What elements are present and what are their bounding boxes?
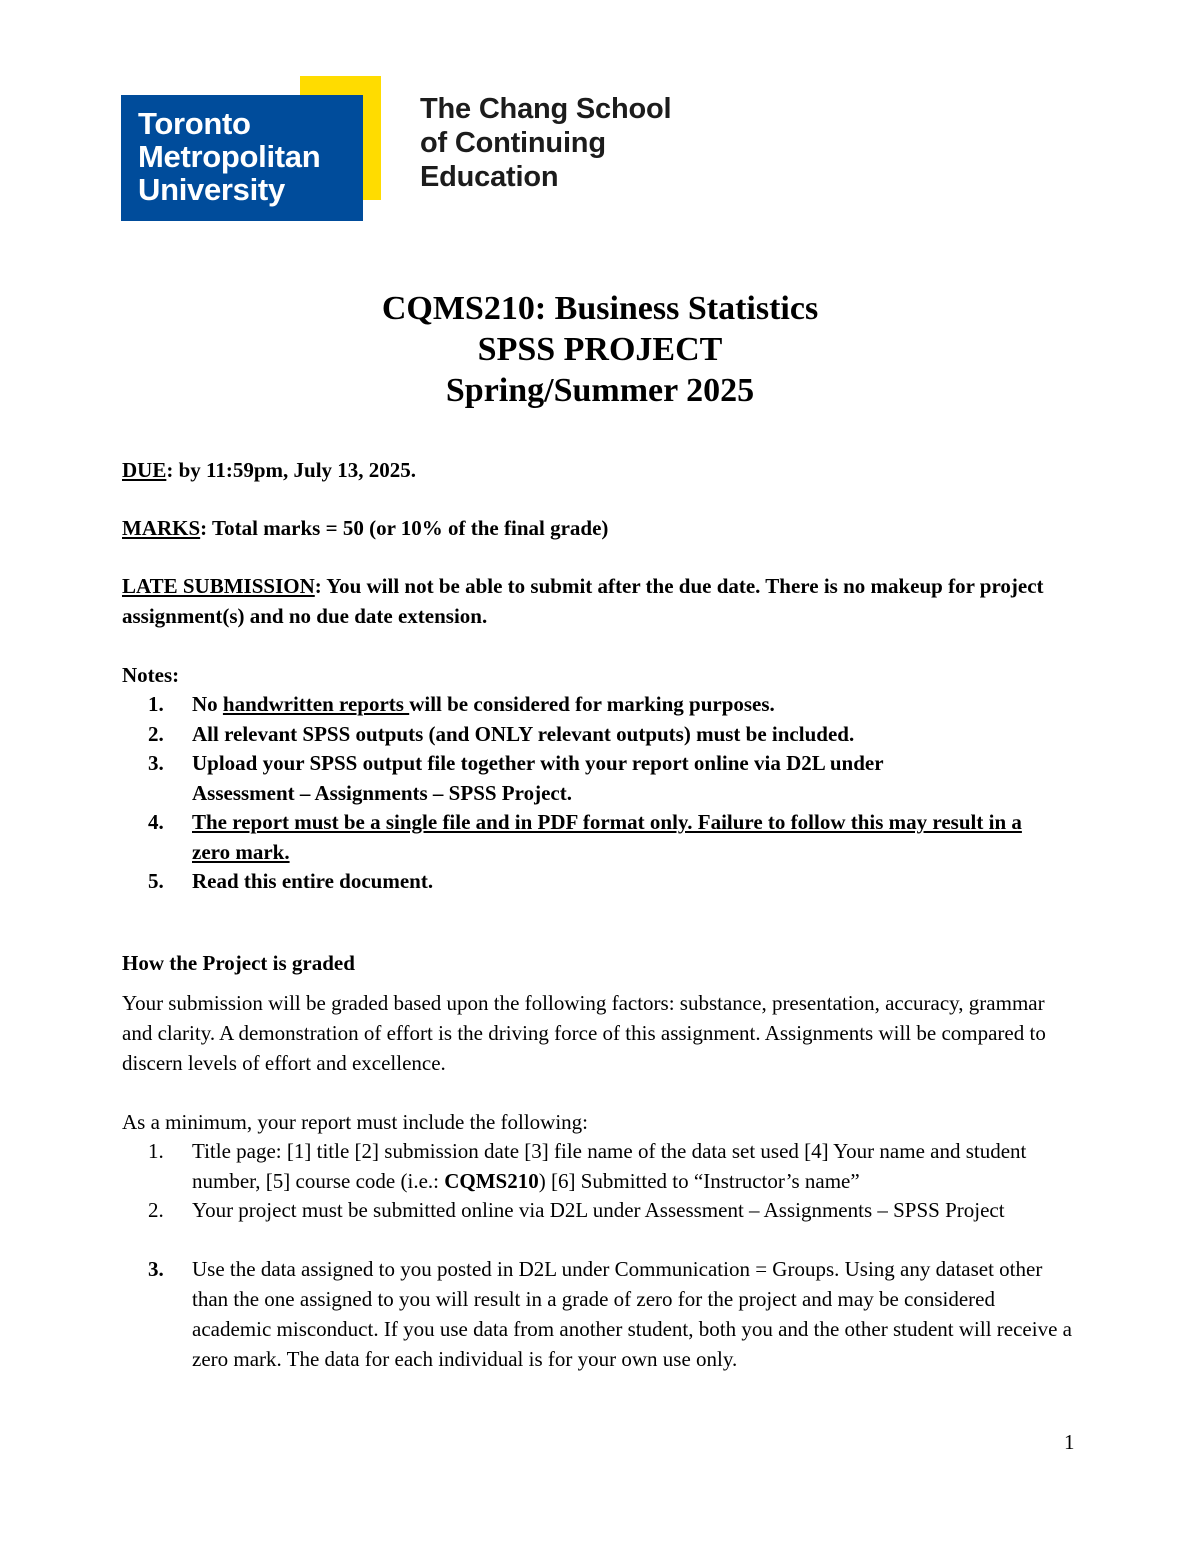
requirement-number: 2.	[148, 1198, 164, 1222]
marks-label: MARKS	[122, 516, 201, 540]
note-text: The report must be a single file and in PDF format only. Failure to follow this may result in a zero mark.	[192, 810, 1022, 864]
note-number: 2.	[148, 722, 164, 746]
requirement-course-code: CQMS210	[444, 1169, 539, 1193]
marks-text: : Total marks = 50 (or 10% of the final grade)	[200, 516, 609, 540]
course-title: CQMS210: Business Statistics	[381, 290, 819, 327]
note-number: 3.	[148, 751, 164, 775]
school-line-1: The Chang School	[420, 93, 672, 125]
logo-line-1: Toronto	[138, 106, 251, 141]
due-text: : by 11:59pm, July 13, 2025.	[166, 458, 417, 482]
note-number: 5.	[148, 869, 164, 893]
notes-heading: Notes:	[122, 663, 180, 687]
school-line-2: of Continuing	[420, 127, 606, 159]
school-line-3: Education	[420, 161, 559, 193]
late-submission	[122, 571, 1082, 631]
requirement-text: Your project must be submitted online via D2L under Assessment – Assignments – SPSS Project	[192, 1198, 1005, 1222]
late-text: : You will not be able to submit after the due date. There is no makeup for project assignment(s) and no due date extension.	[122, 574, 1044, 628]
school-name	[420, 92, 671, 194]
minimum-intro: As a minimum, your report must include the following:	[122, 1110, 589, 1134]
page-number: 1	[1064, 1430, 1075, 1454]
note-text: Read this entire document.	[192, 869, 434, 893]
requirement-text: Use the data assigned to you posted in D2L under Communication = Groups. Using any dataset other than the one assigned to you will result in a grade of zero for the project and may be considered academic misconduct. If you use data from another student, both you and the other student will receive a zero mark. The data for each individual is for your own use only.	[192, 1257, 1072, 1371]
logo-line-2: Metropolitan	[138, 139, 321, 174]
grading-text: Your submission will be graded based upon the following factors: substance, presentation, accuracy, grammar and clarity. A demonstration of effort is the driving force of this assignment. Assignments will be compared to discern levels of effort and excellence.	[122, 991, 1046, 1075]
due-line	[122, 455, 1082, 485]
requirement-text: Title page: [1] title [2] submission date [3] file name of the data set used [4] Your name and student number, [5] course code (i.e.:	[192, 1139, 1027, 1193]
university-logo	[121, 95, 363, 221]
note-underlined-text: handwritten reports	[222, 692, 410, 716]
note-text: Upload your SPSS output file together with your report online via D2L under Assessment – Assignments – SPSS Project.	[192, 751, 884, 805]
note-number: 1.	[148, 692, 164, 716]
late-label: LATE SUBMISSION	[122, 574, 315, 598]
term-title: Spring/Summer 2025	[445, 372, 755, 409]
project-title: SPSS PROJECT	[477, 331, 723, 368]
note-text: will be considered for marking purposes.	[409, 692, 775, 716]
logo-line-3: University	[138, 172, 285, 207]
requirement-number: 1.	[148, 1139, 164, 1163]
requirement-number: 3.	[148, 1257, 164, 1281]
note-text: All relevant SPSS outputs (and ONLY relevant outputs) must be included.	[192, 722, 855, 746]
due-label: DUE	[122, 458, 167, 482]
marks-line	[122, 513, 1082, 543]
grading-heading: How the Project is graded	[122, 951, 355, 975]
note-text: No	[192, 692, 223, 716]
note-number: 4.	[148, 810, 164, 834]
requirement-text: ) [6] Submitted to “Instructor’s name”	[538, 1169, 860, 1193]
